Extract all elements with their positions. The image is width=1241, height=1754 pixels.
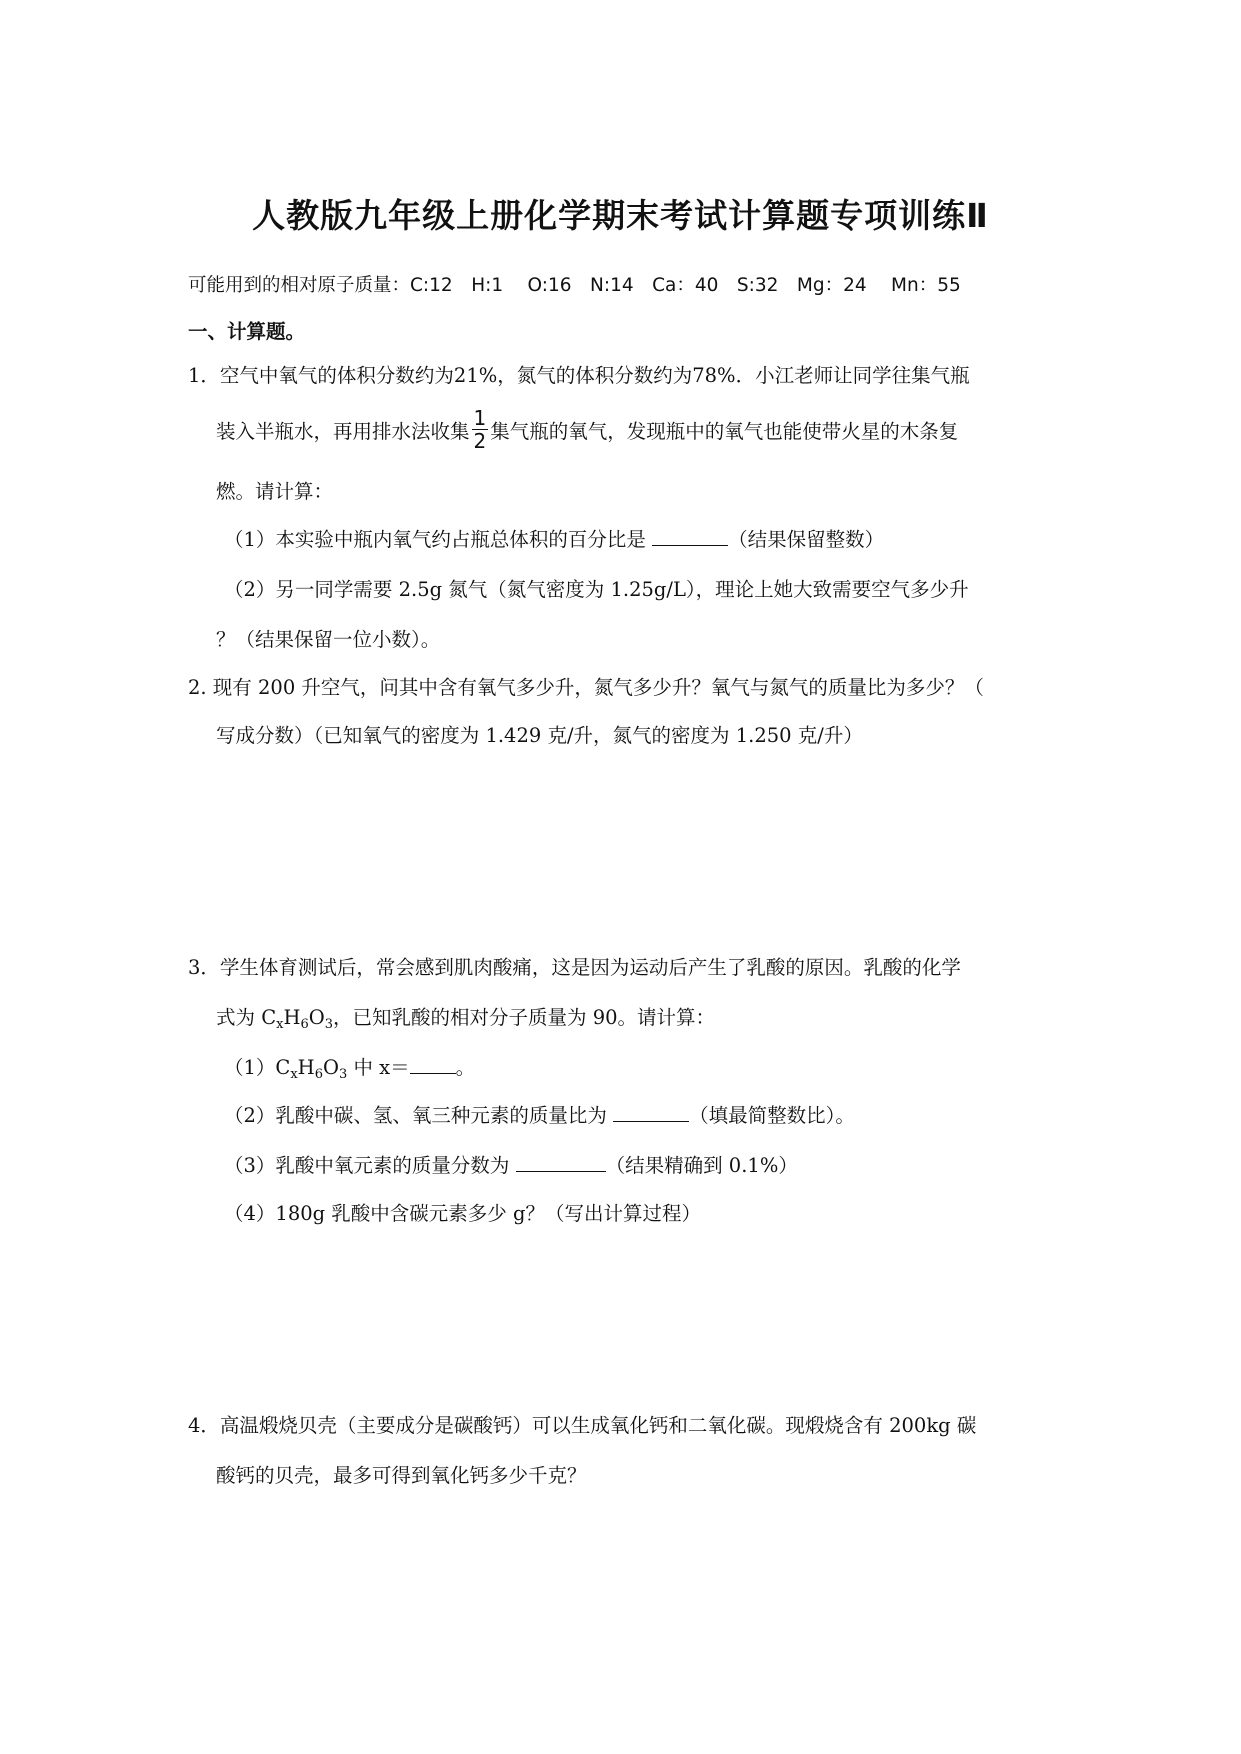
q2-line1: 2. 现有 200 升空气，问其中含有氧气多少升，氮气多少升？氧气与氮气的质量比为多少？（ bbox=[188, 676, 984, 699]
q1-sub1 bbox=[224, 526, 884, 554]
atomic-masses-note: 可能用到的相对原子质量：C:12 H:1 O:16 N:14 Ca：40 S:32 Mg：24 Mn：55 bbox=[188, 275, 961, 296]
one-half-fraction bbox=[472, 407, 489, 452]
q3-line2 bbox=[216, 1004, 715, 1032]
q1-sub2: （2）另一同学需要 2.5g 氮气（氮气密度为 1.25g/L），理论上她大致需要空气多少升 bbox=[224, 578, 969, 601]
page-title: 人教版九年级上册化学期末考试计算题专项训练Ⅱ bbox=[252, 196, 989, 235]
formula-o: O bbox=[322, 1056, 339, 1079]
q2-line2: 写成分数）（已知氧气的密度为 1.429 克/升，氮气的密度为 1.250 克/升） bbox=[216, 724, 863, 747]
q3-line2-post: ，已知乳酸的相对分子质量为 90。请计算： bbox=[333, 1006, 716, 1029]
q1-line3: 燃。请计算： bbox=[216, 480, 334, 503]
q1-sub2-cont: ？（结果保留一位小数）。 bbox=[216, 628, 441, 651]
subscript-x: x bbox=[276, 1017, 284, 1032]
q3-sub4: （4）180g 乳酸中含碳元素多少 g？（写出计算过程） bbox=[224, 1202, 701, 1225]
q1-line2-post: 集气瓶的氧气，发现瓶中的氧气也能使带火星的木条复 bbox=[490, 420, 959, 443]
q3-sub1-post: 中 x＝ bbox=[347, 1056, 410, 1079]
answer-blank bbox=[652, 527, 728, 546]
q3-sub2 bbox=[224, 1102, 855, 1130]
q3-sub2-pre: （2）乳酸中碳、氢、氧三种元素的质量比为 bbox=[224, 1104, 614, 1127]
q1-sub1-pre: （1）本实验中瓶内氧气约占瓶总体积的百分比是 bbox=[224, 528, 653, 551]
q4-line1: 4．高温煅烧贝壳（主要成分是碳酸钙）可以生成氧化钙和二氧化碳。现煅烧含有 200kg 碳 bbox=[188, 1414, 977, 1437]
subscript-3: 3 bbox=[324, 1017, 334, 1032]
formula-h: H bbox=[297, 1056, 315, 1079]
q1-line1: 1．空气中氧气的体积分数约为21%，氮气的体积分数约为78%．小江老师让同学往集气瓶 bbox=[188, 364, 970, 387]
q4-line2: 酸钙的贝壳，最多可得到氧化钙多少千克？ bbox=[216, 1464, 587, 1487]
q1-line2 bbox=[216, 406, 959, 455]
q3-sub3-pre: （3）乳酸中氧元素的质量分数为 bbox=[224, 1154, 516, 1177]
q1-sub1-post: （结果保留整数） bbox=[728, 528, 885, 551]
subscript-6: 6 bbox=[300, 1017, 309, 1032]
section-heading: 一、计算题。 bbox=[188, 320, 306, 343]
answer-blank bbox=[516, 1153, 606, 1172]
q3-sub1 bbox=[224, 1054, 475, 1082]
formula-o: O bbox=[308, 1006, 325, 1029]
subscript-6: 6 bbox=[314, 1067, 323, 1082]
formula-h: H bbox=[283, 1006, 301, 1029]
q3-line1: 3．学生体育测试后，常会感到肌肉酸痛，这是因为运动后产生了乳酸的原因。乳酸的化学 bbox=[188, 956, 961, 979]
fraction-denominator: 2 bbox=[473, 429, 487, 453]
fraction-numerator: 1 bbox=[473, 406, 487, 430]
q3-sub1-end: 。 bbox=[455, 1056, 476, 1079]
q3-sub1-pre: （1）C bbox=[224, 1056, 291, 1079]
q3-sub2-post: （填最简整数比）。 bbox=[689, 1104, 855, 1127]
subscript-x: x bbox=[290, 1067, 298, 1082]
q1-line2-pre: 装入半瓶水，再用排水法收集 bbox=[216, 420, 470, 443]
subscript-3: 3 bbox=[338, 1067, 348, 1082]
answer-blank bbox=[613, 1103, 689, 1122]
q3-sub3 bbox=[224, 1152, 798, 1180]
q3-line2-pre: 式为 C bbox=[216, 1006, 277, 1029]
q3-sub3-post: （结果精确到 0.1%） bbox=[605, 1154, 798, 1177]
answer-blank bbox=[410, 1055, 456, 1074]
